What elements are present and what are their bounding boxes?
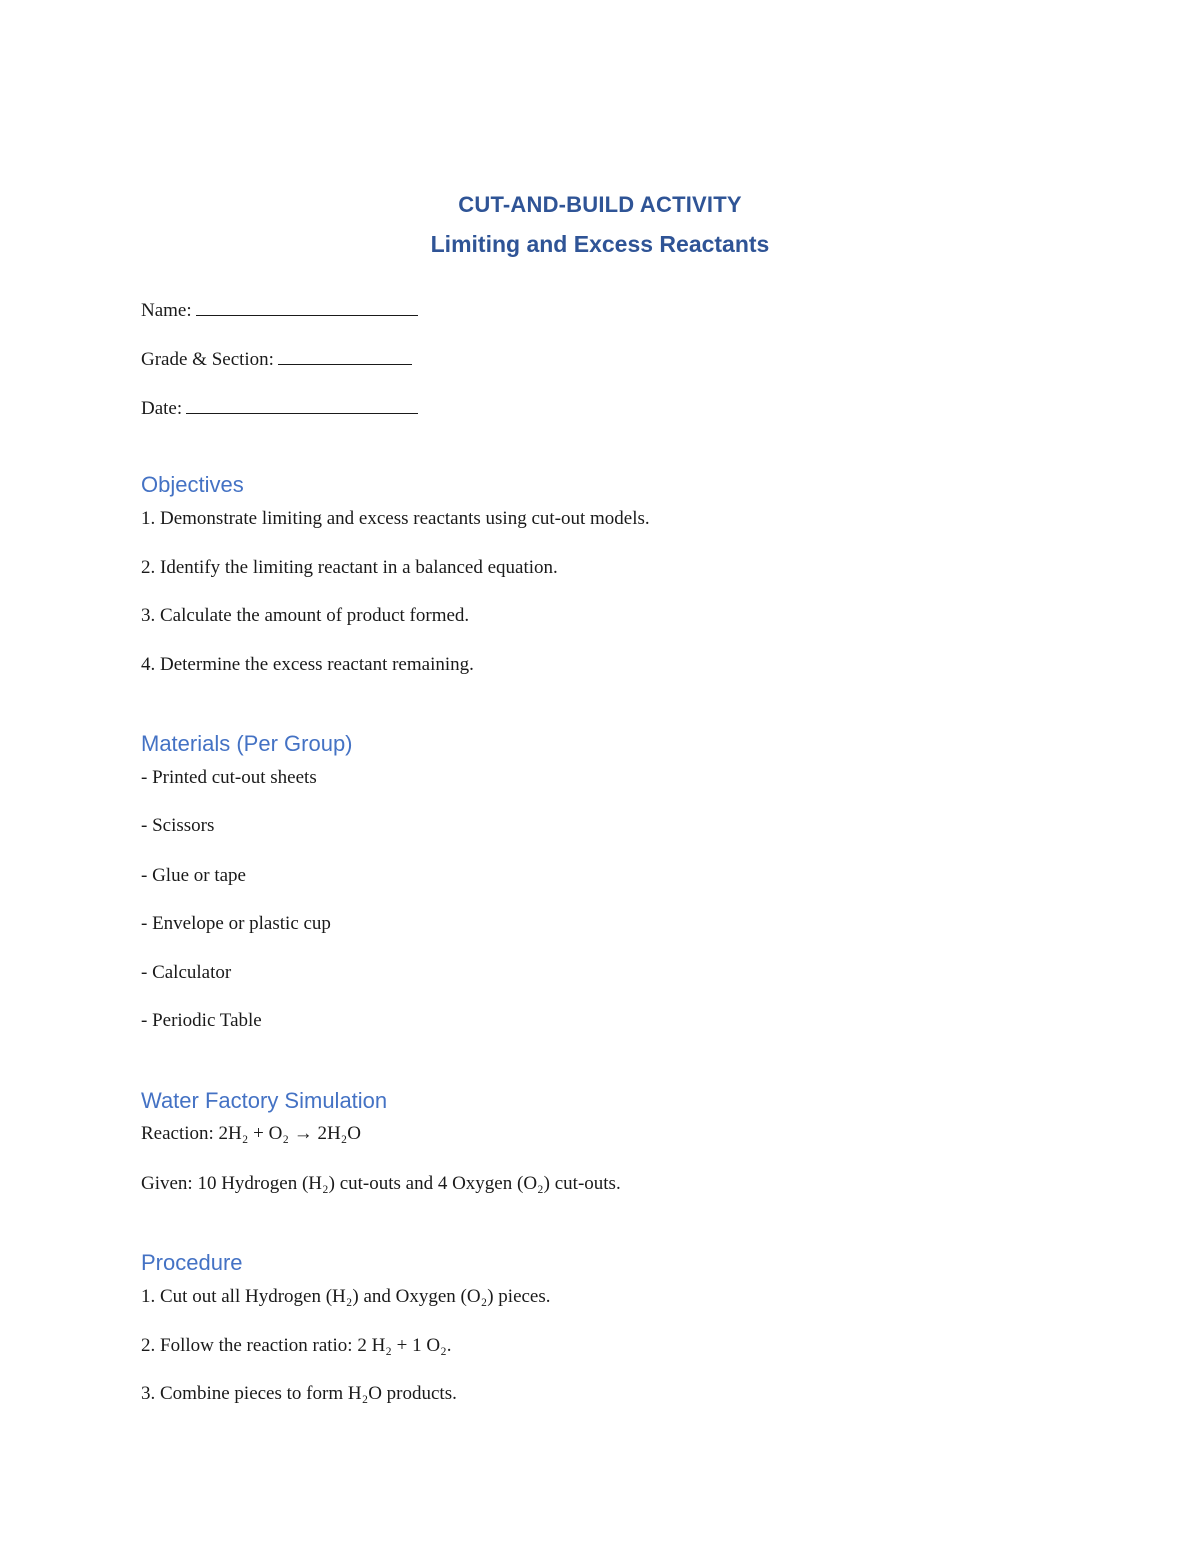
objective-item: 1. Demonstrate limiting and excess reactants using cut-out models.	[141, 508, 650, 529]
procedure-step: 1. Cut out all Hydrogen (H₂) and Oxygen (O₂) pieces.	[141, 1286, 551, 1307]
objectives-heading: Objectives	[141, 472, 244, 497]
objective-item: 3. Calculate the amount of product formed.	[141, 605, 470, 626]
document-title: CUT-AND-BUILD ACTIVITY	[458, 192, 742, 217]
grade-section-blank[interactable]	[278, 345, 412, 365]
material-item: - Periodic Table	[141, 1010, 262, 1031]
material-item: - Glue or tape	[141, 865, 246, 886]
document-subtitle: Limiting and Excess Reactants	[430, 231, 770, 257]
date-label: Date:	[141, 398, 183, 419]
simulation-heading: Water Factory Simulation	[141, 1088, 388, 1113]
name-label: Name:	[141, 300, 192, 321]
name-blank[interactable]	[196, 296, 418, 316]
materials-heading: Materials (Per Group)	[141, 731, 353, 756]
material-item: - Scissors	[141, 815, 215, 836]
objective-item: 2. Identify the limiting reactant in a balanced equation.	[141, 557, 558, 578]
material-item: - Calculator	[141, 962, 232, 983]
given-statement: Given: 10 Hydrogen (H₂) cut-outs and 4 Oxygen (O₂) cut-outs.	[141, 1173, 621, 1194]
material-item: - Envelope or plastic cup	[141, 913, 331, 934]
procedure-heading: Procedure	[141, 1250, 243, 1275]
procedure-step: 2. Follow the reaction ratio: 2 H₂ + 1 O₂.	[141, 1335, 452, 1356]
date-field	[141, 394, 418, 421]
objective-item: 4. Determine the excess reactant remaining.	[141, 654, 474, 675]
procedure-step: 3. Combine pieces to form H₂O products.	[141, 1383, 457, 1404]
date-blank[interactable]	[186, 394, 418, 414]
grade-section-label: Grade & Section:	[141, 349, 274, 370]
reaction-equation: Reaction: 2H₂ + O₂ → 2H₂O	[141, 1123, 362, 1144]
material-item: - Printed cut-out sheets	[141, 767, 317, 788]
grade-section-field	[141, 345, 412, 372]
name-field	[141, 296, 418, 323]
